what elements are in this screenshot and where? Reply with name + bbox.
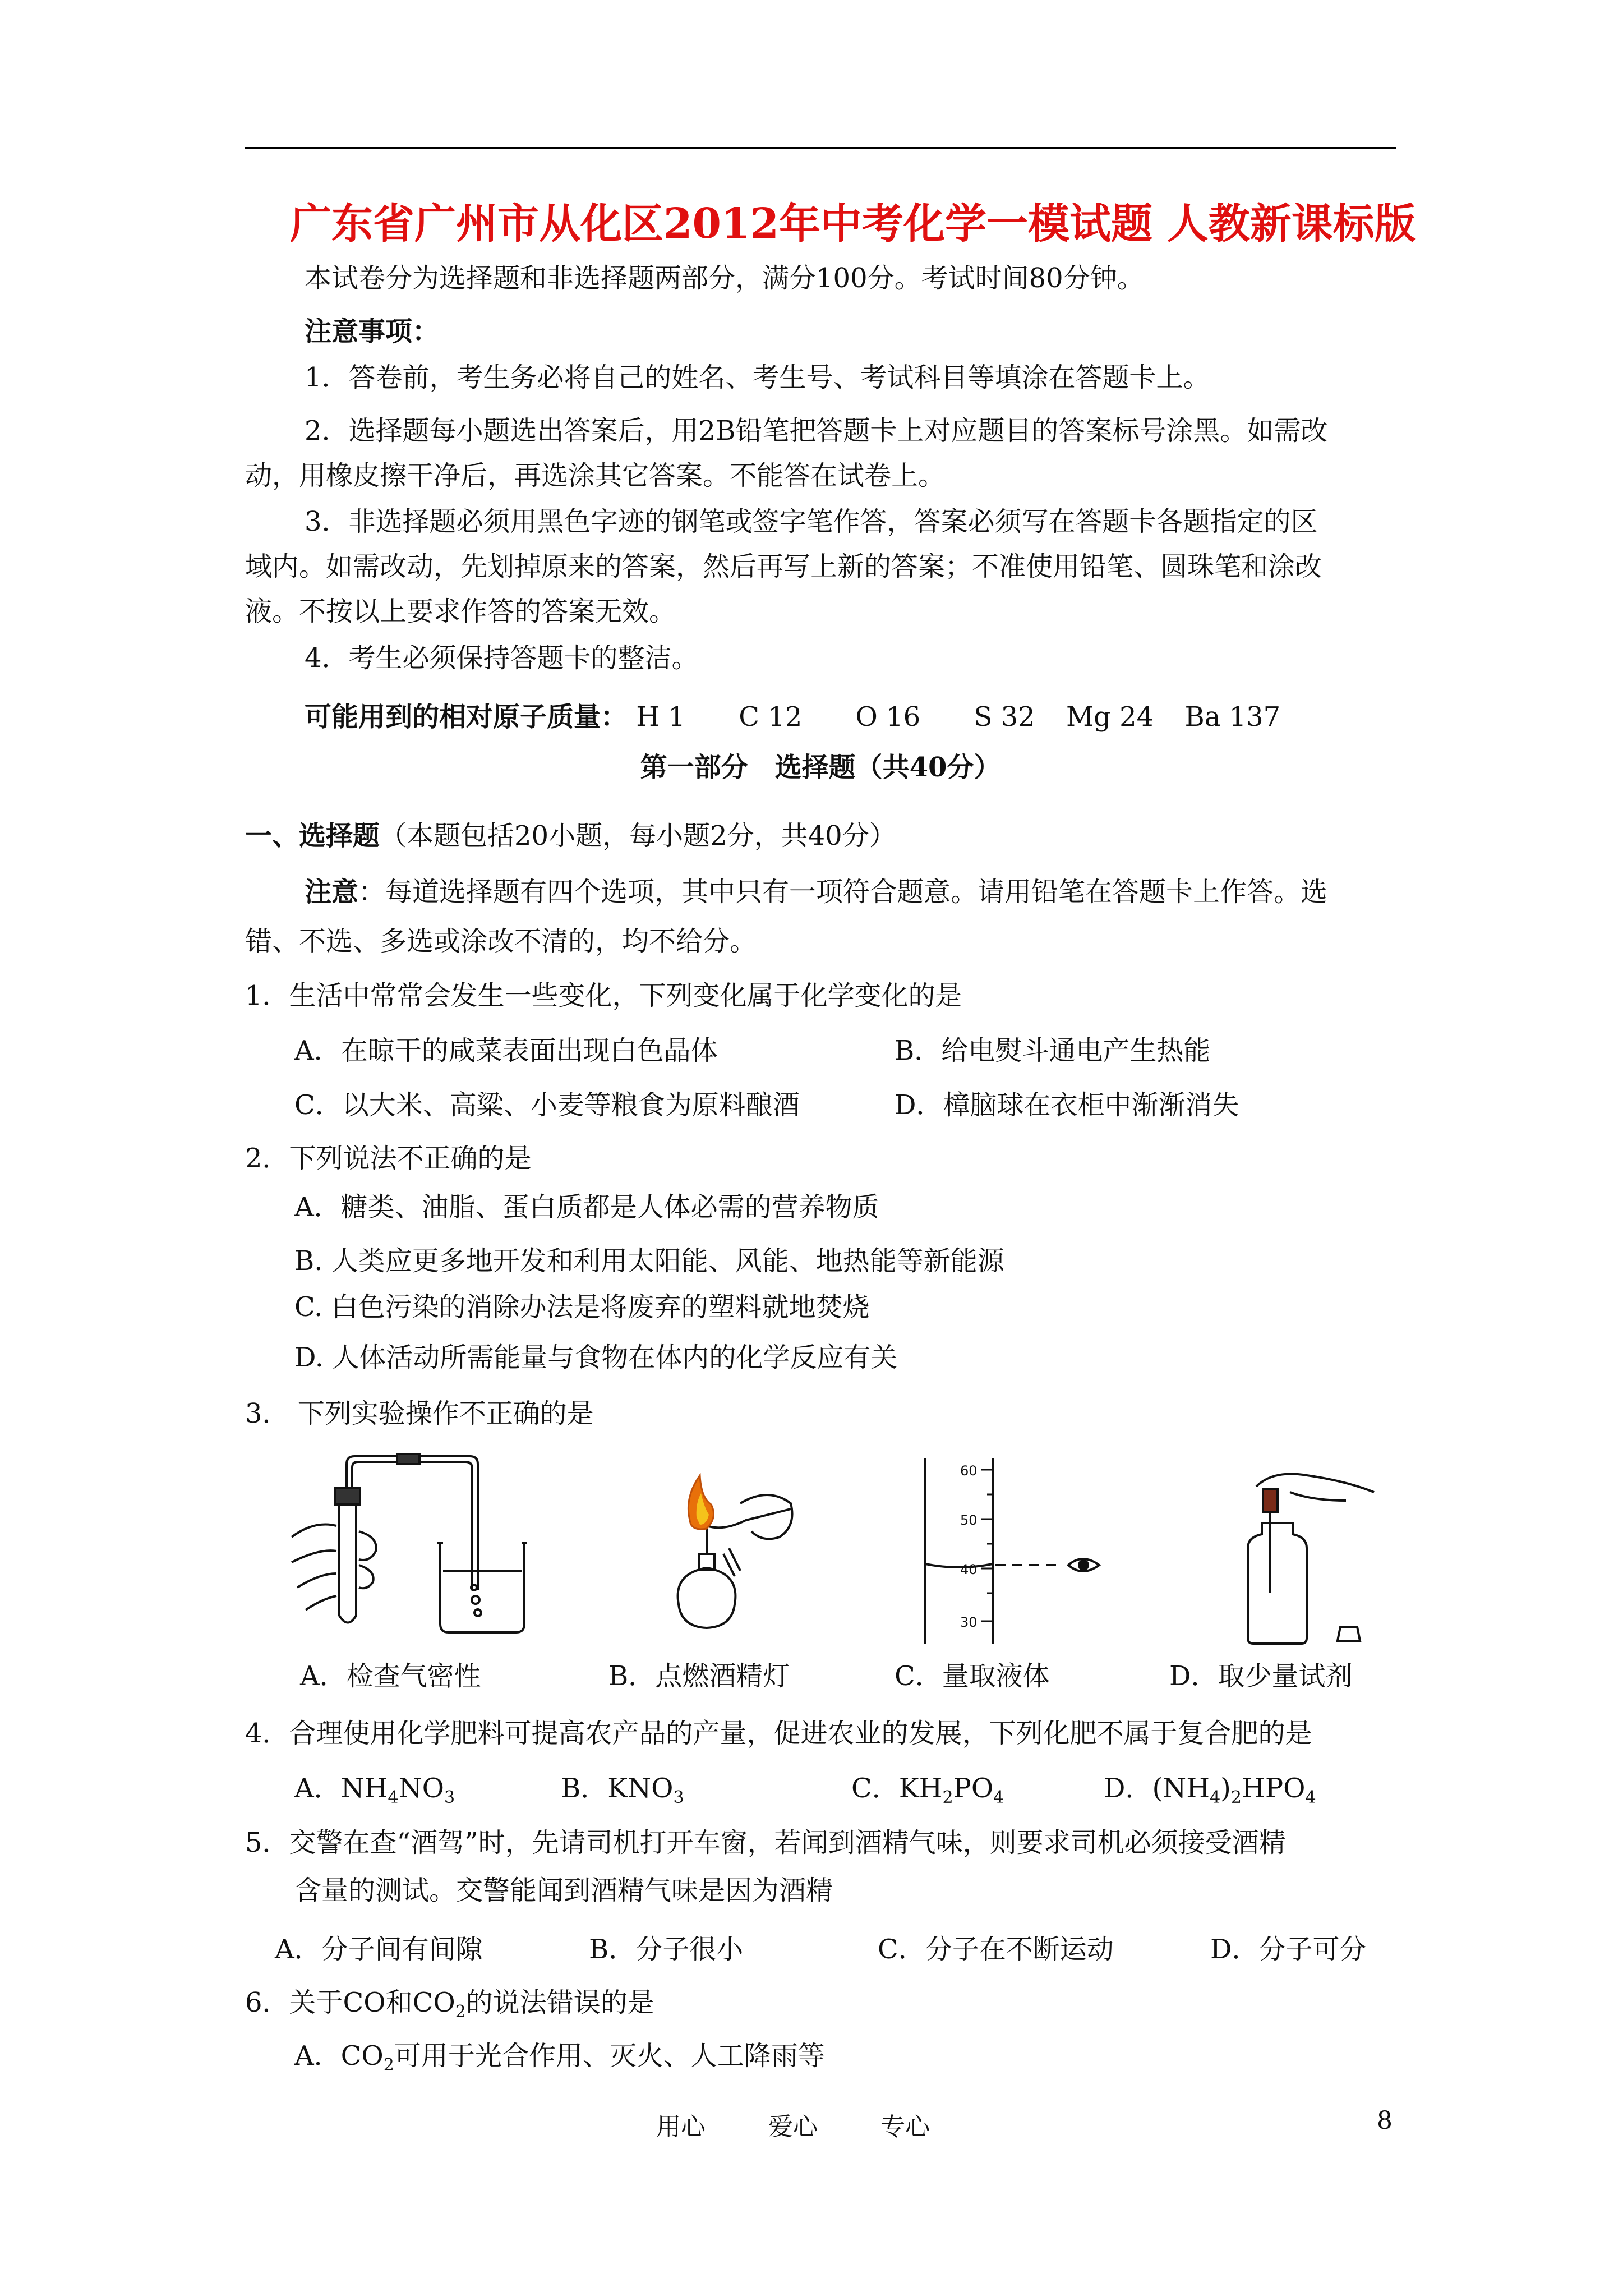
footer-yongxin: 用心 xyxy=(656,2113,706,2141)
intro-text: 本试卷分为选择题和非选择题两部分，满分100分。考试时间80分钟。 xyxy=(305,263,1144,294)
figure-alcohol-lamp xyxy=(656,1464,813,1644)
q2-option-d: D. 人体活动所需能量与食物在体内的化学反应有关 xyxy=(294,1342,898,1373)
q3-stem: 3． 下列实验操作不正确的是 xyxy=(245,1398,594,1429)
q1-option-b: B．给电熨斗通电产生热能 xyxy=(895,1035,1211,1066)
q2-option-b: B. 人类应更多地开发和利用太阳能、风能、地热能等新能源 xyxy=(294,1245,1004,1277)
cyl-tick-40: 40 xyxy=(960,1562,978,1577)
q2-option-c: C. 白色污染的消除办法是将废弃的塑料就地焚烧 xyxy=(294,1291,870,1323)
atomic-c: C 12 xyxy=(739,701,803,733)
q1-option-a: A．在晾干的咸菜表面出现白色晶体 xyxy=(294,1035,718,1066)
note-line-1 xyxy=(305,875,1327,909)
q3-option-d: D．取少量试剂 xyxy=(1169,1660,1353,1692)
page-title: 广东省广州市从化区2012年中考化学一模试题 人教新课标版 xyxy=(290,200,1416,248)
atomic-o: O 16 xyxy=(855,701,921,733)
atomic-mass-label: 可能用到的相对原子质量： xyxy=(305,701,628,733)
q6-stem: 6．关于CO和$CO_2$的说法错误的是 xyxy=(245,1987,654,2022)
atomic-ba: Ba 137 xyxy=(1184,701,1281,733)
q5-option-a: A．分子间有间隙 xyxy=(275,1934,483,1965)
note-line-2: 错、不选、多选或涂改不清的，均不给分。 xyxy=(245,926,757,957)
header-rule xyxy=(245,147,1396,149)
q4-option-d: D．$(NH_4)_2HPO_4$ xyxy=(1104,1773,1316,1807)
q6-option-a: A．$CO_2$可用于光合作用、灭火、人工降雨等 xyxy=(294,2040,825,2075)
q5-option-c: C．分子在不断运动 xyxy=(878,1934,1114,1965)
q5-stem-2: 含量的测试。交警能闻到酒精气味是因为酒精 xyxy=(294,1875,833,1906)
q1-stem: 1．生活中常常会发生一些变化，下列变化属于化学变化的是 xyxy=(245,980,962,1011)
notice-item-2: 2．选择题每小题选出答案后，用2B铅笔把答题卡上对应题目的答案标号涂黑。如需改 xyxy=(305,415,1328,447)
q4-option-b: B．$KNO_3$ xyxy=(561,1773,684,1807)
notice-item-3: 3．非选择题必须用黑色字迹的钢笔或签字笔作答，答案必须写在答题卡各题指定的区 xyxy=(305,506,1318,537)
notice-item-1: 1．答卷前，考生务必将自己的姓名、考生号、考试科目等填涂在答题卡上。 xyxy=(305,362,1210,393)
page-number: 8 xyxy=(1377,2106,1393,2135)
q5-stem-1: 5．交警在查“酒驾”时，先请司机打开车窗，若闻到酒精气味，则要求司机必须接受酒精 xyxy=(245,1827,1286,1858)
q2-stem: 2．下列说法不正确的是 xyxy=(245,1143,532,1174)
q4-stem: 4．合理使用化学肥料可提高农产品的产量，促进农业的发展，下列化肥不属于复合肥的是 xyxy=(245,1718,1312,1749)
footer-zhuanxin: 专心 xyxy=(880,2113,930,2141)
section1-heading xyxy=(245,819,896,853)
cyl-tick-50: 50 xyxy=(960,1512,978,1528)
q3-option-b: B．点燃酒精灯 xyxy=(608,1660,790,1692)
section1-desc: （本题包括20小题，每小题2分，共40分） xyxy=(380,820,896,852)
q1-option-d: D．樟脑球在衣柜中渐渐消失 xyxy=(895,1089,1239,1121)
section1-label: 一、选择题 xyxy=(245,820,380,852)
note-label: 注意 xyxy=(305,876,359,908)
part1-heading: 第一部分 选择题（共40分） xyxy=(640,752,1001,783)
note-text-1: ：每道选择题有四个选项，其中只有一项符合题意。请用铅笔在答题卡上作答。选 xyxy=(358,876,1328,908)
figure-airtightness xyxy=(280,1453,538,1638)
q4-option-c: C．$KH_2PO_4$ xyxy=(851,1773,1004,1807)
notice-heading: 注意事项： xyxy=(305,316,440,347)
notice-item-3-cont: 域内。如需改动，先划掉原来的答案，然后再写上新的答案；不准使用铅笔、圆珠笔和涂改 xyxy=(245,551,1322,582)
atomic-h: H 1 xyxy=(636,701,685,733)
notice-item-3-cont2: 液。不按以上要求作答的答案无效。 xyxy=(245,596,676,627)
footer-aixin: 爱心 xyxy=(768,2113,818,2141)
notice-item-4: 4．考生必须保持答题卡的整洁。 xyxy=(305,642,699,674)
q3-option-a: A．检查气密性 xyxy=(300,1660,481,1692)
notice-item-2-cont: 动，用橡皮擦干净后，再选涂其它答案。不能答在试卷上。 xyxy=(245,460,946,491)
atomic-mg: Mg 24 xyxy=(1066,701,1154,733)
cyl-tick-30: 30 xyxy=(960,1614,978,1630)
atomic-mass-line xyxy=(305,700,1280,734)
figure-reagent-bottle xyxy=(1223,1470,1380,1649)
q3-option-c: C．量取液体 xyxy=(895,1660,1050,1692)
q2-option-a: A．糖类、油脂、蛋白质都是人体必需的营养物质 xyxy=(294,1191,879,1223)
figure-measuring-cylinder xyxy=(897,1458,1110,1644)
q1-option-c: C．以大米、高粱、小麦等粮食为原料酿酒 xyxy=(294,1089,800,1121)
atomic-s: S 32 xyxy=(974,701,1035,733)
q5-option-d: D．分子可分 xyxy=(1210,1934,1367,1965)
cyl-tick-60: 60 xyxy=(960,1463,978,1479)
q5-option-b: B．分子很小 xyxy=(589,1934,744,1965)
q4-option-a: A．$NH_4NO_3$ xyxy=(294,1773,455,1807)
